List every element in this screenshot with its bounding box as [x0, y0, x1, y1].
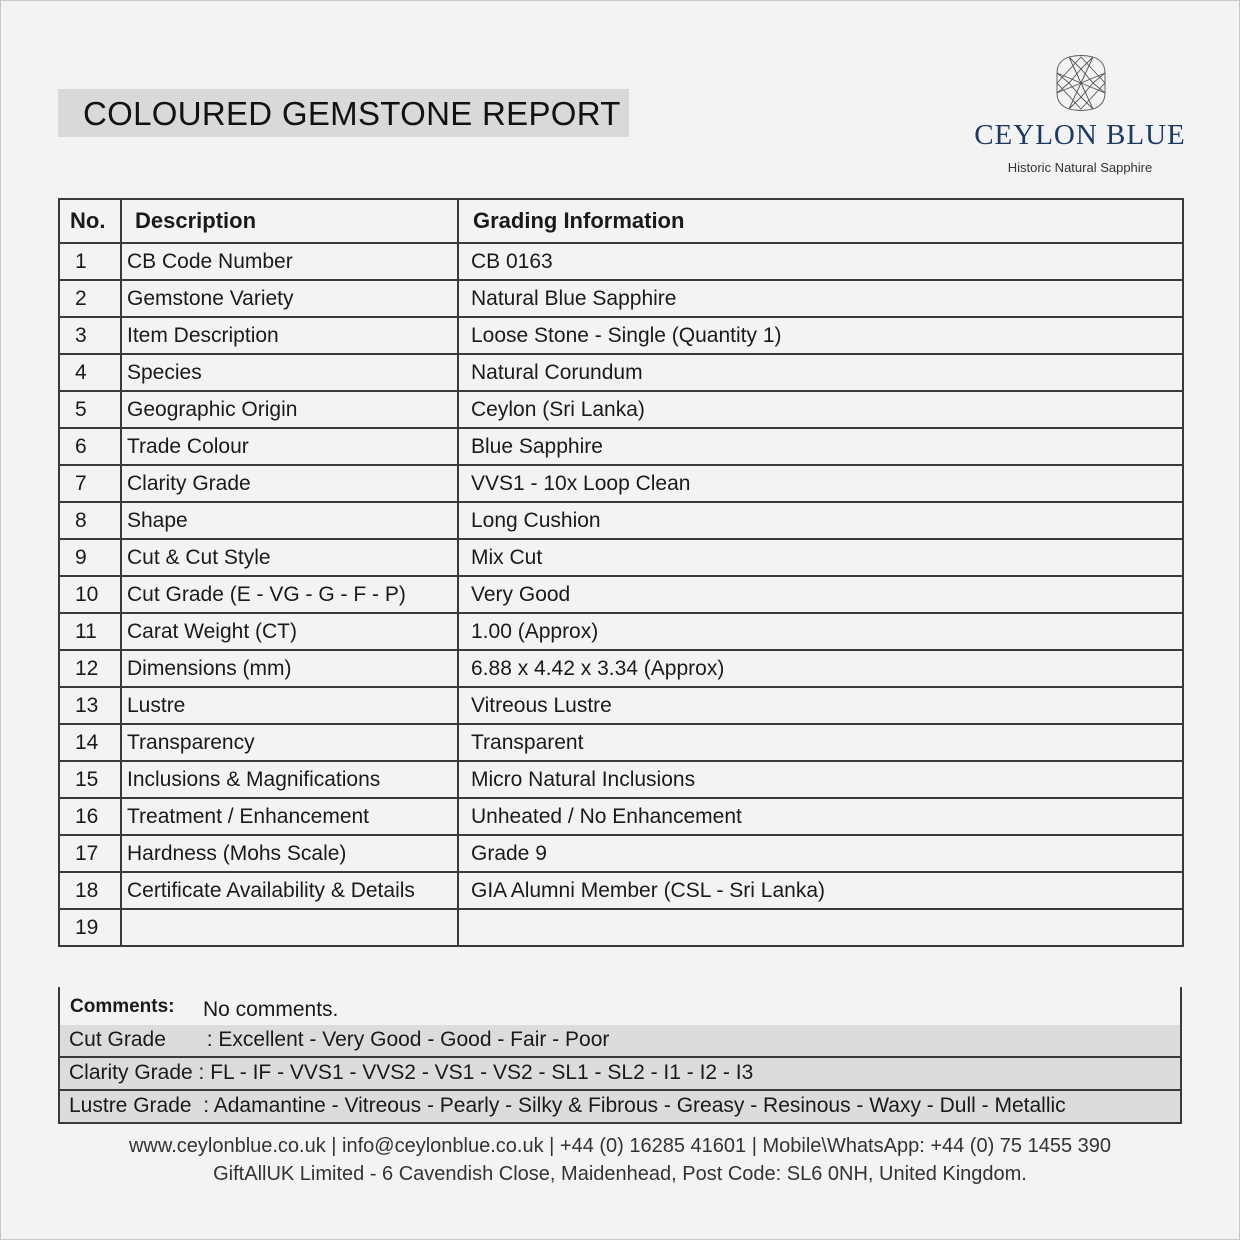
table-row [59, 317, 1183, 354]
header-no: No. [59, 199, 121, 243]
footer-address: GiftAllUK Limited - 6 Cavendish Close, Maidenhead, Post Code: SL6 0NH, United Kingdom. [213, 1163, 1027, 1185]
row-description: Item Description [121, 317, 458, 354]
row-grading-value: Grade 9 [458, 835, 1183, 872]
table-row [59, 687, 1183, 724]
brand-logo [970, 55, 1190, 185]
report-title: COLOURED GEMSTONE REPORT [83, 95, 621, 132]
row-grading-value: GIA Alumni Member (CSL - Sri Lanka) [458, 872, 1183, 909]
table-row [59, 391, 1183, 428]
row-description: Inclusions & Magnifications [121, 761, 458, 798]
row-grading-value: Mix Cut [458, 539, 1183, 576]
cushion-gem-icon [1055, 55, 1107, 111]
row-description: Hardness (Mohs Scale) [121, 835, 458, 872]
table-row [59, 909, 1183, 946]
row-grading-value: Micro Natural Inclusions [458, 761, 1183, 798]
table-row [59, 502, 1183, 539]
footer-contact: www.ceylonblue.co.uk | info@ceylonblue.co.uk | +44 (0) 16285 41601 | Mobile\WhatsApp: +44 (0) 75 1455 390 [128, 1135, 1112, 1157]
lustre-grade-legend [58, 1091, 1182, 1124]
clarity-grade-legend [58, 1058, 1182, 1091]
row-grading-value: Unheated / No Enhancement [458, 798, 1183, 835]
row-description: Gemstone Variety [121, 280, 458, 317]
table-row [59, 650, 1183, 687]
comments-row [58, 987, 1182, 1027]
row-grading-value: 6.88 x 4.42 x 3.34 (Approx) [458, 650, 1183, 687]
row-description: Cut & Cut Style [121, 539, 458, 576]
table-body [59, 243, 1183, 946]
row-description: Shape [121, 502, 458, 539]
table-row [59, 280, 1183, 317]
row-number: 13 [59, 687, 121, 724]
row-description: Dimensions (mm) [121, 650, 458, 687]
table-row [59, 872, 1183, 909]
table-row [59, 465, 1183, 502]
table-row [59, 576, 1183, 613]
row-number: 19 [59, 909, 121, 946]
row-description: Transparency [121, 724, 458, 761]
row-number: 17 [59, 835, 121, 872]
row-number: 10 [59, 576, 121, 613]
row-description: Species [121, 354, 458, 391]
row-number: 14 [59, 724, 121, 761]
row-grading-value: VVS1 - 10x Loop Clean [458, 465, 1183, 502]
row-grading-value: Ceylon (Sri Lanka) [458, 391, 1183, 428]
row-grading-value: Vitreous Lustre [458, 687, 1183, 724]
cut-grade-legend [58, 1025, 1182, 1058]
table-row [59, 243, 1183, 280]
row-grading-value: Blue Sapphire [458, 428, 1183, 465]
row-number: 18 [59, 872, 121, 909]
row-description: CB Code Number [121, 243, 458, 280]
row-number: 16 [59, 798, 121, 835]
lustre-grade-legend-text: Lustre Grade : Adamantine - Vitreous - Pearly - Silky & Fibrous - Greasy - Resinous - Waxy - Dull - Metallic [69, 1094, 1066, 1117]
comments-label: Comments: [70, 996, 175, 1017]
row-number: 2 [59, 280, 121, 317]
table-row [59, 724, 1183, 761]
row-description: Geographic Origin [121, 391, 458, 428]
row-grading-value: Very Good [458, 576, 1183, 613]
table-row [59, 613, 1183, 650]
row-number: 15 [59, 761, 121, 798]
table-row [59, 835, 1183, 872]
row-description: Certificate Availability & Details [121, 872, 458, 909]
row-description [121, 909, 458, 946]
brand-name: CEYLON BLUE [974, 119, 1186, 151]
table-row [59, 428, 1183, 465]
row-grading-value: Natural Blue Sapphire [458, 280, 1183, 317]
row-number: 6 [59, 428, 121, 465]
table-row [59, 761, 1183, 798]
header-description: Description [121, 199, 458, 243]
row-number: 3 [59, 317, 121, 354]
row-number: 4 [59, 354, 121, 391]
header-grading-information: Grading Information [458, 199, 1183, 243]
brand-tagline: Historic Natural Sapphire [1007, 160, 1153, 175]
clarity-grade-legend-text: Clarity Grade : FL - IF - VVS1 - VVS2 - VS1 - VS2 - SL1 - SL2 - I1 - I2 - I3 [69, 1061, 754, 1084]
row-description: Cut Grade (E - VG - G - F - P) [121, 576, 458, 613]
row-number: 9 [59, 539, 121, 576]
row-grading-value: Loose Stone - Single (Quantity 1) [458, 317, 1183, 354]
row-number: 1 [59, 243, 121, 280]
row-number: 5 [59, 391, 121, 428]
row-description: Clarity Grade [121, 465, 458, 502]
grading-table [58, 198, 1184, 947]
row-description: Carat Weight (CT) [121, 613, 458, 650]
row-number: 7 [59, 465, 121, 502]
row-grading-value: Long Cushion [458, 502, 1183, 539]
table-row [59, 798, 1183, 835]
table-row [59, 354, 1183, 391]
row-number: 11 [59, 613, 121, 650]
row-number: 12 [59, 650, 121, 687]
row-number: 8 [59, 502, 121, 539]
cut-grade-legend-text: Cut Grade : Excellent - Very Good - Good - Fair - Poor [69, 1028, 610, 1051]
comments-value: No comments. [203, 998, 339, 1021]
report-title-box [58, 89, 629, 137]
row-grading-value [458, 909, 1183, 946]
row-grading-value: CB 0163 [458, 243, 1183, 280]
table-row [59, 539, 1183, 576]
row-description: Trade Colour [121, 428, 458, 465]
row-grading-value: Transparent [458, 724, 1183, 761]
row-grading-value: 1.00 (Approx) [458, 613, 1183, 650]
row-grading-value: Natural Corundum [458, 354, 1183, 391]
row-description: Lustre [121, 687, 458, 724]
table-header-row [59, 199, 1183, 243]
row-description: Treatment / Enhancement [121, 798, 458, 835]
